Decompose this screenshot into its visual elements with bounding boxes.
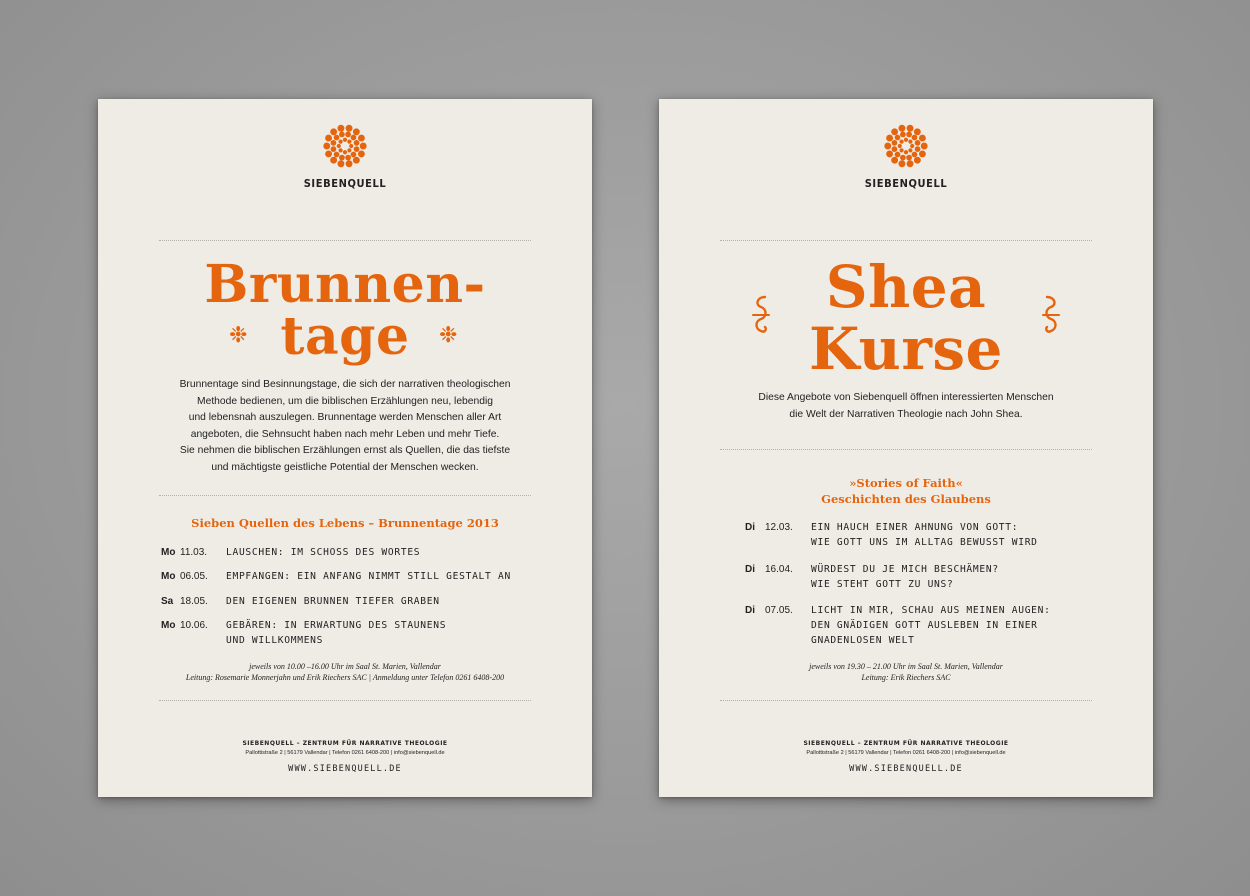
- intro-line: Sie nehmen die biblischen Erzählungen ernst als Quellen, die das tiefste: [179, 445, 511, 457]
- divider: [720, 700, 1092, 701]
- event-day: Di: [745, 605, 755, 616]
- divider: [159, 240, 531, 241]
- event-leadership: Leitung: Erik Riechers SAC: [861, 673, 951, 682]
- logo: [659, 123, 1153, 193]
- footer-address: Pallottistraße 2 | 56179 Vallendar | Telefon 0261 6408-200 | info@siebenquell.de: [245, 750, 445, 756]
- event-date: 12.03.: [765, 522, 793, 533]
- flyer-brunnentage: [98, 99, 592, 797]
- event-title: WÜRDEST DU JE MICH BESCHÄMEN? WIE STEHT GOTT ZU UNS?: [811, 564, 999, 590]
- asterisk-flower-icon: ❉: [439, 323, 458, 348]
- flyer-shea-kurse: [659, 99, 1153, 797]
- footer-website: WWW.SIEBENQUELL.DE: [288, 764, 402, 774]
- event-leadership: Leitung: Rosemarie Monnerjahn und Erik Riechers SAC | Anmeldung unter Telefon 0261 6408-200: [185, 673, 505, 682]
- footer-website: WWW.SIEBENQUELL.DE: [849, 764, 963, 774]
- event-day: Mo: [161, 547, 176, 558]
- event-date: 10.06.: [180, 620, 208, 631]
- event-title: DEN EIGENEN BRUNNEN TIEFER GRABEN: [226, 596, 440, 607]
- intro-line: angeboten, die Sehnsucht haben nach mehr Leben und mehr Tiefe.: [190, 428, 500, 440]
- intro-line: die Welt der Narrativen Theologie nach John Shea.: [789, 408, 1023, 420]
- event-day: Mo: [161, 620, 176, 631]
- divider: [159, 495, 531, 496]
- event-date: 06.05.: [180, 571, 208, 582]
- brand-name: SIEBENQUELL: [303, 177, 387, 190]
- event-title: LAUSCHEN: IM SCHOSS DES WORTES: [226, 547, 421, 558]
- event-title: LICHT IN MIR, SCHAU AUS MEINEN AUGEN: DEN GNÄDIGEN GOTT AUSLEBEN IN EINER GNADENLOSEN WELT: [811, 605, 1051, 646]
- event-day: Di: [745, 522, 755, 533]
- event-note: jeweils von 19.30 – 21.00 Uhr im Saal St. Marien, Vallendar: [809, 662, 1003, 671]
- event-date: 16.04.: [765, 564, 793, 575]
- sunburst-dots-icon: [322, 123, 368, 169]
- event-day: Di: [745, 564, 755, 575]
- event-title: GEBÄREN: IN ERWARTUNG DES STAUNENS UND WILLKOMMENS: [226, 620, 447, 646]
- intro-text: [699, 390, 1113, 423]
- section-subtitle: Geschichten des Glaubens: [821, 492, 991, 506]
- footer-address: Pallottistraße 2 | 56179 Vallendar | Telefon 0261 6408-200 | info@siebenquell.de: [806, 750, 1006, 756]
- divider: [720, 240, 1092, 241]
- headline-line1: Shea: [825, 253, 987, 321]
- event-note: jeweils von 10.00 –16.00 Uhr im Saal St. Marien, Vallendar: [249, 662, 441, 671]
- logo: [98, 123, 592, 193]
- footer-organization: SIEBENQUELL – ZENTRUM FÜR NARRATIVE THEOLOGIE: [242, 740, 448, 747]
- headline-line2: Kurse: [809, 315, 1003, 383]
- brand-name: SIEBENQUELL: [864, 177, 948, 190]
- intro-line: Brunnentage sind Besinnungstage, die sich der narrativen theologischen: [179, 379, 511, 390]
- intro-line: und mächtigste geistliche Potential der Menschen wecken.: [211, 461, 479, 473]
- sunburst-dots-icon: [883, 123, 929, 169]
- curl-flourish-icon: [751, 293, 771, 337]
- intro-line: Diese Angebote von Siebenquell öffnen interessierten Menschen: [758, 392, 1054, 403]
- event-title: EMPFANGEN: EIN ANFANG NIMMT STILL GESTALT AN: [226, 571, 511, 582]
- headline-line1: Brunnen-: [204, 254, 486, 315]
- headline-line2: tage: [280, 306, 410, 367]
- section-title: »Stories of Faith«: [849, 476, 963, 490]
- event-title: EIN HAUCH EINER AHNUNG VON GOTT: WIE GOTT UNS IM ALLTAG BEWUSST WIRD: [811, 522, 1038, 548]
- divider: [720, 449, 1092, 450]
- event-date: 07.05.: [765, 605, 793, 616]
- intro-line: Methode bedienen, um die biblischen Erzählungen neu, lebendig: [197, 395, 493, 407]
- event-day: Mo: [161, 571, 176, 582]
- intro-text: [138, 377, 552, 477]
- footer-organization: SIEBENQUELL – ZENTRUM FÜR NARRATIVE THEOLOGIE: [803, 740, 1009, 747]
- curl-flourish-icon: [1041, 293, 1061, 337]
- divider: [159, 700, 531, 701]
- section-title: Sieben Quellen des Lebens – Brunnentage 2013: [191, 516, 499, 530]
- event-day: Sa: [161, 596, 174, 607]
- intro-line: und lebensnah auszulegen. Brunnentage werden Menschen aller Art: [188, 412, 502, 424]
- event-date: 18.05.: [180, 596, 208, 607]
- event-date: 11.03.: [180, 547, 208, 558]
- asterisk-flower-icon: ❉: [229, 323, 248, 348]
